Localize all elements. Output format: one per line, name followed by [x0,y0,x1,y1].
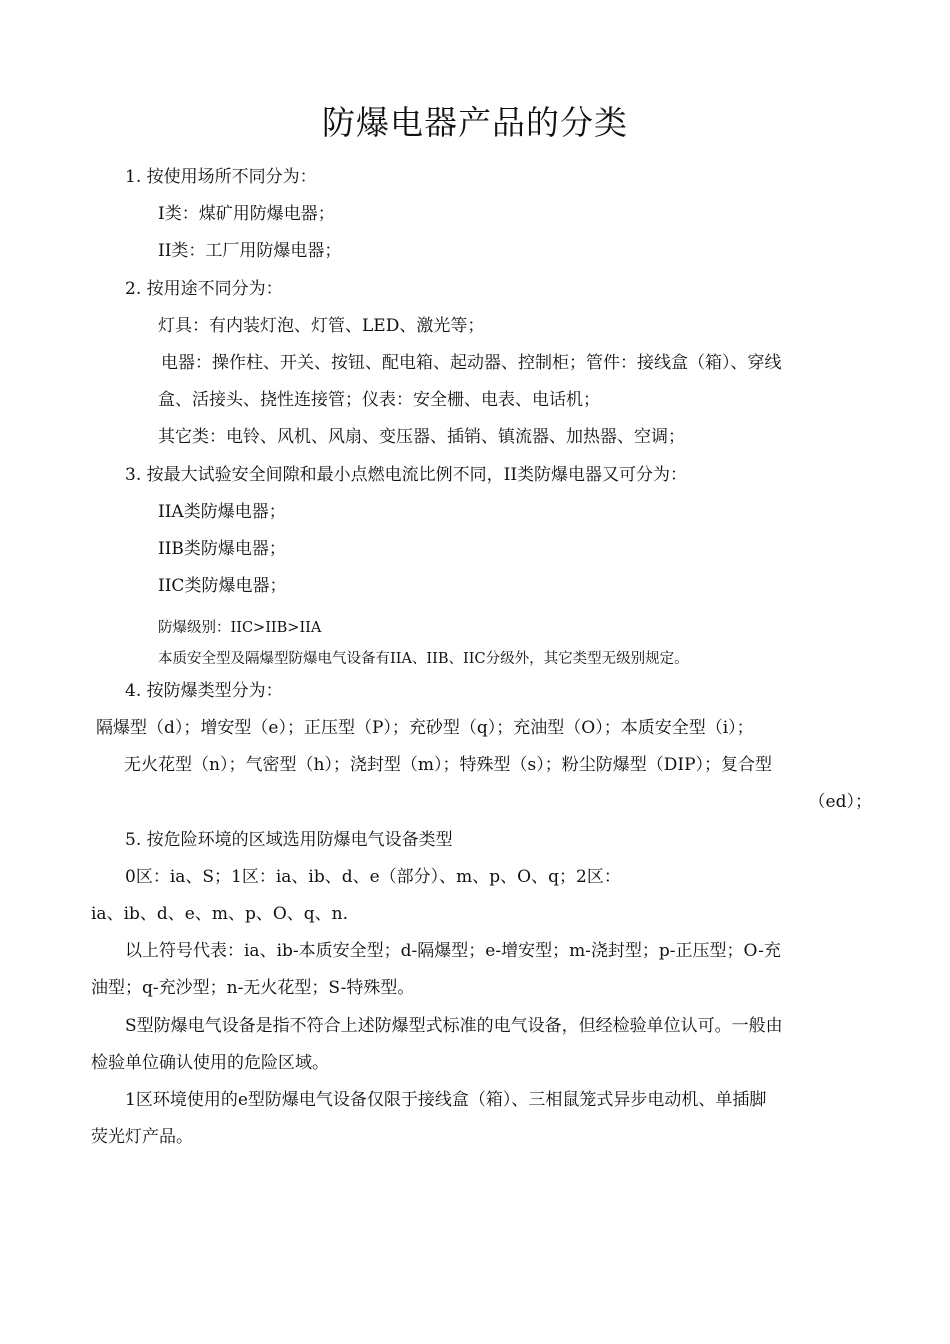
section-5-s-type-line-2: 检验单位确认使用的危险区域。 [91,1053,329,1073]
section-5-zone1-line-2: 荧光灯产品。 [91,1127,193,1147]
section-4-types-line-1: 隔爆型（d）；增安型（e）；正压型（P）；充砂型（q）；充油型（O）；本质安全型（i）； [96,718,754,738]
section-3-heading: 3. 按最大试验安全间隙和最小点燃电流比例不同，II类防爆电器又可分为： [125,465,688,485]
section-5-zone1-line-1: 1区环境使用的e型防爆电气设备仅限于接线盒（箱）、三相鼠笼式异步电动机、单插脚 [125,1090,767,1110]
section-4-types-line-3: （ed）； [808,792,872,812]
section-5-zones-line-1: 0区：ia、S；1区：ia、ib、d、e（部分）、m、p、O、q；2区： [125,867,621,887]
section-4-types-line-2: 无火花型（n）；气密型（h）；浇封型（m）；特殊型（s）；粉尘防爆型（DIP）；复合型 [124,755,773,775]
section-5-s-type-line-1: S型防爆电气设备是指不符合上述防爆型式标准的电气设备，但经检验单位认可。一般由 [125,1016,783,1036]
section-4-heading: 4. 按防爆类型分为： [125,681,283,701]
section-2-appliances-line-2: 盒、活接头、挠性连接管；仪表：安全栅、电表、电话机； [158,390,600,410]
section-1-heading: 1. 按使用场所不同分为： [125,167,317,187]
section-5-heading: 5. 按危险环境的区域选用防爆电气设备类型 [125,830,453,850]
section-2-lamps: 灯具：有内装灯泡、灯管、LED、激光等； [158,316,485,336]
section-5-zones-line-2: ia、ib、d、e、m、p、O、q、n. [91,904,349,924]
section-3-level: 防爆级别：IIC>IIB>IIA [158,620,322,636]
page-title: 防爆电器产品的分类 [322,103,628,142]
section-3-item-2: IIB类防爆电器； [158,539,286,559]
section-1-item-1: I类：煤矿用防爆电器； [158,204,335,224]
section-3-note: 本质安全型及隔爆型防爆电气设备有IIA、IIB、IIC分级外，其它类型无级别规定。 [158,651,689,667]
section-5-symbols-line-2: 油型；q-充沙型；n-无火花型；S-特殊型。 [91,978,415,998]
section-2-heading: 2. 按用途不同分为： [125,279,283,299]
section-5-symbols-line-1: 以上符号代表：ia、ib-本质安全型；d-隔爆型；e-增安型；m-浇封型；p-正压型；O-充 [125,941,781,961]
section-2-appliances-line-1: 电器：操作柱、开关、按钮、配电箱、起动器、控制柜；管件：接线盒（箱）、穿线 [161,353,782,373]
section-3-item-3: IIC类防爆电器； [158,576,287,596]
section-2-others: 其它类：电铃、风机、风扇、变压器、插销、镇流器、加热器、空调； [158,427,685,447]
section-1-item-2: II类：工厂用防爆电器； [158,241,342,261]
section-3-item-1: IIA类防爆电器； [158,502,286,522]
